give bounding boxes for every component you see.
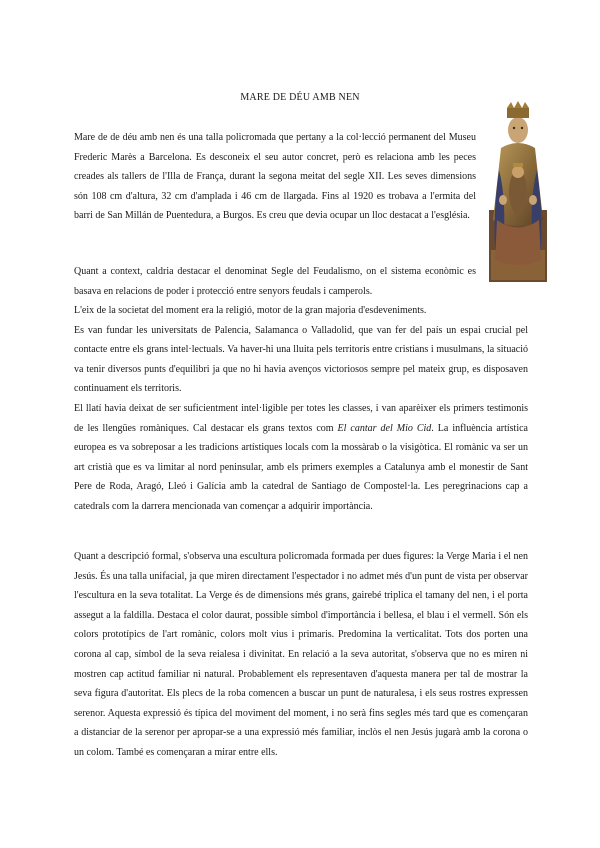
paragraph-context-line: L'eix de la societat del moment era la religió, motor de la gran majoria d'esdeveniments. <box>74 305 427 316</box>
paragraph-context <box>74 301 528 517</box>
paragraph-context-intro: Quant a context, caldria destacar el denominat Segle del Feudalismo, on el sistema econòmic es basava en relacions de poder i protecció entre senyors feudals i camperols. <box>74 266 476 297</box>
paragraph-language-a: El llatí havia deixat de ser suficientment intel·ligible per totes les classes, i van aparèixer els primers testimonis de les llengües romàniques. Cal destacar els grans textos com <box>74 402 528 434</box>
paragraph-context-continued: Es van fundar les universitats de Palencia, Salamanca o Valladolid, que van fer del país un espai crucial pel contacte entre els grans intel·lectuals. Va haver-hi una lluita pels territoris entre cristians i musulmans, la situació va tenir diversos punts d'equilibri ja que no hi havia avenços victoriosos sempre pel mateix grup, es disposaven continuament els territoris. <box>74 324 528 395</box>
paragraph-language <box>74 399 528 517</box>
page-title: MARE DE DÉU AMB NEN <box>240 92 360 103</box>
cantar-mio-cid-title: El cantar del Mio Cid <box>337 422 432 434</box>
paragraph-formal-description: Quant a descripció formal, s'observa una escultura policromada formada per dues figures: la Verge Maria i el nen Jesús. És una talla unifacial, ja que miren directament l'espectador i no admet més d'un punt de vista per observar l'escultura en la seva totalitat. La Verge és de dimensions més grans, gairebé triplica el tamany del nen, i el porta assegut a la faldilla. Destaca el color daurat, possible símbol d'importància i bellesa, el blau i el vermell. Són els colors prototípics de l'art romànic, colors molt vius i primaris. Predomina la verticalitat. Tots dos porten una corona al cap, símbol de la seva reialesa i divinitat. En relació a la seva autoritat, s'observa que no es miren ni mostren cap actitud familiar ni natural. Probablement els representaven d'aquesta manera per tal de mostrar la seva figura d'autoritat. Els plecs de la roba comencen a buscar un punt de naturalesa, i els seus rostres expressen serenor. Aquesta expressió és típica del moviment del moment, i no serà fins segles més tard que es començaran a distanciar de la serenor per apropar-se a una expressió més familiar, inclòs el nen Jesús jugarà amb la corona o un colom. També es començaran a mirar entre ells. <box>74 551 528 758</box>
paragraph-language-b: . La influència artística europea es va sobreposar a les tradicions artístiques locals com la mossàrab o la visigòtica. El romànic va ser un art cristià que es va limitar al nord peninsular, amb els primers exemples a Catalunya amb el monestir de Sant Pere de Roda, Aragó, Lleó i Galícia amb la catedral de Santiago de Compostel·la. Les peregrinacions cap a catedrals com la darrera mencionada van començar a adquirir importància. <box>74 422 528 512</box>
virgin-and-child-sculpture-image <box>487 100 549 284</box>
paragraph-introduction: Mare de de déu amb nen és una talla policromada que pertany a la col·lecció permanent del Museu Frederic Marès a Barcelona. Es desconeix el seu autor concret, però es relaciona amb les peces creades als tallers de l'Illa de França, durant la segona meitat del segle XII. Les seves dimensions són 108 cm d'altura, 32 cm d'amplada i 46 cm de llargada. Fins al 1920 es trobava a l'ermita del barri de San Millán de Puentedura, a Burgos. Es creu que devia ocupar un lloc destacat a l'església. <box>74 132 476 222</box>
